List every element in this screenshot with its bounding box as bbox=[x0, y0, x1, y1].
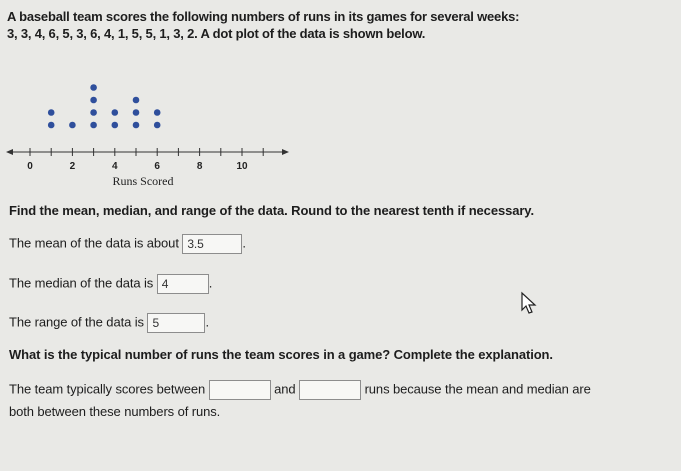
mean-input[interactable]: 3.5 bbox=[182, 234, 242, 254]
dot-plot-dots bbox=[48, 84, 161, 128]
explanation-part-3: runs because the mean and median are bbox=[364, 381, 591, 397]
dot-plot bbox=[0, 60, 300, 195]
data-dot bbox=[90, 109, 97, 116]
explanation-part-2: and bbox=[274, 381, 296, 397]
mean-row bbox=[9, 234, 246, 254]
explanation-part-1: The team typically scores between bbox=[9, 381, 206, 397]
data-dot bbox=[90, 122, 97, 129]
typical-runs-question: What is the typical number of runs the team scores in a game? Complete the explanation. bbox=[9, 347, 553, 362]
problem-line-1: A baseball team scores the following numbers of runs in its games for several weeks: bbox=[7, 9, 520, 24]
tick-label: 0 bbox=[27, 161, 33, 172]
data-dot bbox=[48, 122, 55, 129]
data-dot bbox=[133, 122, 140, 129]
median-row bbox=[9, 274, 212, 294]
data-dot bbox=[154, 109, 161, 116]
data-dot bbox=[133, 109, 140, 116]
median-period: . bbox=[208, 275, 213, 291]
instructions: Find the mean, median, and range of the data. Round to the nearest tenth if necessary. bbox=[9, 203, 534, 218]
data-dot bbox=[112, 122, 119, 129]
range-label: The range of the data is bbox=[9, 314, 144, 330]
explanation-row bbox=[9, 380, 591, 400]
tick-label: 4 bbox=[112, 161, 118, 172]
data-dot bbox=[48, 109, 55, 116]
upper-bound-input[interactable] bbox=[299, 380, 361, 400]
data-dot bbox=[154, 122, 161, 129]
median-label: The median of the data is bbox=[9, 275, 154, 291]
number-line-right-arrow bbox=[282, 149, 289, 155]
data-dot bbox=[112, 109, 119, 116]
tick-label: 8 bbox=[196, 161, 203, 172]
mean-period: . bbox=[242, 235, 246, 251]
range-row bbox=[9, 313, 209, 333]
mouse-cursor-icon bbox=[520, 291, 538, 315]
range-period: . bbox=[205, 314, 209, 330]
data-dot bbox=[69, 122, 76, 129]
median-input[interactable]: 4 bbox=[157, 274, 209, 294]
problem-line-2: 3, 3, 4, 6, 5, 3, 6, 4, 1, 5, 5, 1, 3, 2. A dot plot of the data is shown below. bbox=[7, 26, 426, 41]
tick-label: 2 bbox=[69, 161, 76, 172]
number-line-left-arrow bbox=[6, 149, 13, 155]
data-dot bbox=[133, 97, 140, 104]
lower-bound-input[interactable] bbox=[209, 380, 271, 400]
mean-label: The mean of the data is about bbox=[9, 235, 179, 251]
explanation-part-4: both between these numbers of runs. bbox=[9, 404, 221, 419]
data-dot bbox=[90, 84, 97, 91]
data-dot bbox=[90, 97, 97, 104]
x-axis-label: Runs Scored bbox=[112, 174, 174, 188]
range-input[interactable]: 5 bbox=[147, 313, 205, 333]
tick-label: 10 bbox=[236, 161, 248, 172]
problem-statement bbox=[7, 8, 519, 42]
tick-label: 6 bbox=[154, 161, 160, 172]
